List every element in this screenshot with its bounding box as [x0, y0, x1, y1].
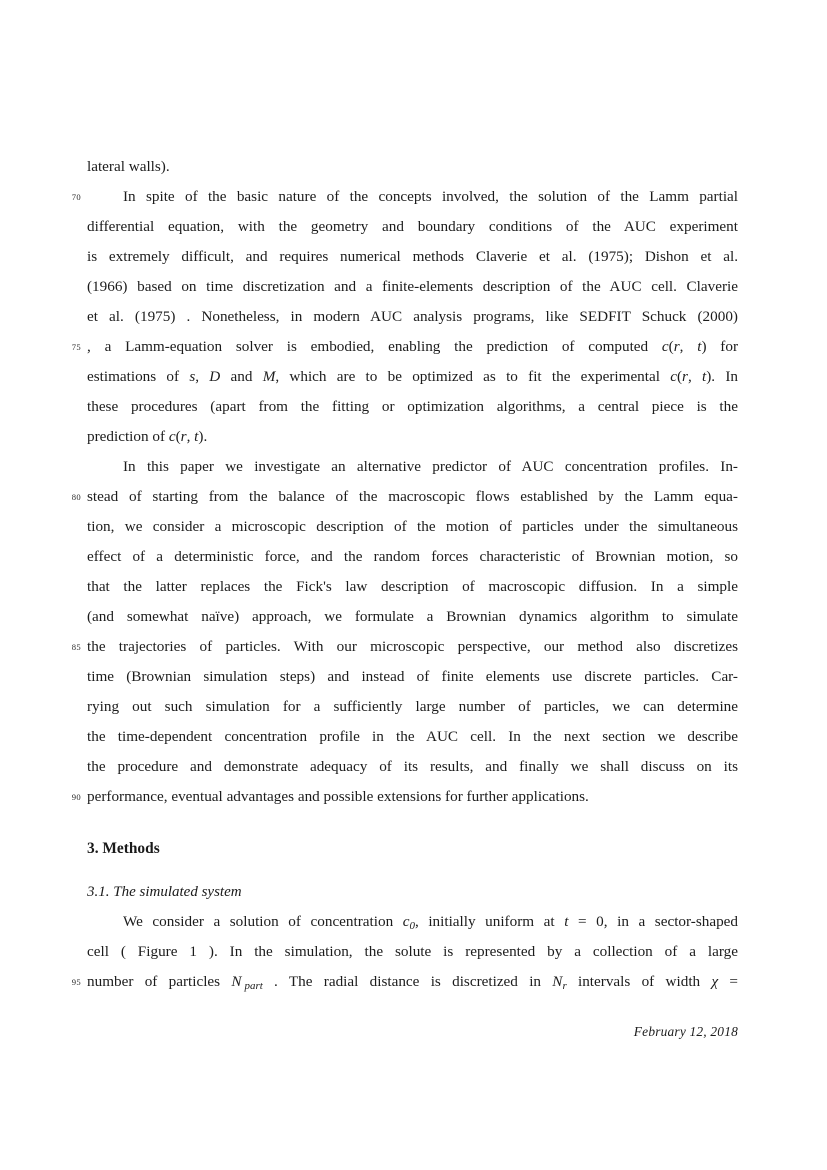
line-text: We consider a solution of concentration $c_0$, initially uniform at t = 0, in a sector-shaped: [123, 913, 738, 933]
line-text: differential equation, with the geometry and boundary conditions of the AUC experiment: [87, 218, 738, 235]
line-text: is extremely difficult, and requires numerical methods Claverie et al. (1975); Dishon et al.: [87, 248, 738, 265]
text-line: [87, 692, 738, 722]
text-line: [87, 752, 738, 782]
subsection-heading-block: [87, 877, 738, 907]
line-text: In this paper we investigate an alternative predictor of AUC concentration profiles. In-: [123, 458, 738, 475]
paragraph-simulated-system: [71, 907, 738, 997]
text-line-math: [87, 422, 738, 452]
text-line: [87, 572, 738, 602]
line-text: number of particles N $_{part}$ . The radial distance is discretized in $N_r$ intervals of width χ =: [87, 973, 738, 993]
text-line: [87, 937, 738, 967]
line-text: estimations of s, D and M, which are to be optimized as to fit the experimental c(r, t). In: [87, 368, 738, 385]
text-line: [87, 602, 738, 632]
text-line: [87, 242, 738, 272]
body-text-column: [71, 152, 739, 997]
text-line: [87, 152, 738, 182]
line-text: et al. (1975) . Nonetheless, in modern AUC analysis programs, like SEDFIT Schuck (2000): [87, 308, 738, 325]
line-text: cell ( Figure 1 ). In the simulation, the solute is represented by a collection of a large: [87, 943, 738, 960]
text-line-math: [87, 907, 738, 937]
text-line: [87, 722, 738, 752]
footer-date: February 12, 2018: [633, 1024, 738, 1039]
text-line: [71, 782, 738, 812]
text-line: [71, 632, 738, 662]
line-text: stead of starting from the balance of the macroscopic flows established by the Lamm equa-: [87, 488, 738, 505]
text-line: [87, 452, 738, 482]
line-number-85: 85: [71, 642, 81, 652]
line-number-70: 70: [71, 192, 81, 202]
subsection-heading-simulated-system: 3.1. The simulated system: [87, 884, 242, 900]
line-number-75: 75: [71, 342, 81, 352]
paragraph-lamm-equation: [71, 182, 739, 452]
text-line: [71, 482, 738, 512]
text-line-math: [87, 362, 738, 392]
text-line: [87, 542, 738, 572]
line-text: rying out such simulation for a sufficiently large number of particles, we can determine: [87, 698, 738, 715]
section-heading-block: [87, 834, 738, 864]
line-text: effect of a deterministic force, and the random forces characteristic of Brownian motion, so: [87, 548, 738, 565]
line-text: these procedures (apart from the fitting or optimization algorithms, a central piece is the: [87, 398, 738, 415]
text-line: [87, 392, 738, 422]
line-text: (and somewhat naïve) approach, we formulate a Brownian dynamics algorithm to simulate: [87, 608, 738, 625]
paragraph-alternative-predictor: [71, 452, 738, 812]
line-number-90: 90: [71, 792, 81, 802]
line-text: performance, eventual advantages and possible extensions for further applications.: [87, 788, 589, 805]
line-text: the time-dependent concentration profile in the AUC cell. In the next section we describe: [87, 728, 738, 745]
line-text: , a Lamm-equation solver is embodied, enabling the prediction of computed c(r, t) for: [87, 338, 739, 355]
text-line: [87, 512, 738, 542]
line-text: lateral walls).: [87, 158, 170, 175]
text-line: [87, 272, 738, 302]
line-number-80: 80: [71, 492, 81, 502]
line-text: the procedure and demonstrate adequacy of its results, and finally we shall discuss on its: [87, 758, 738, 775]
line-text: time (Brownian simulation steps) and instead of finite elements use discrete particles. Car-: [87, 668, 738, 685]
section-heading-methods: 3. Methods: [87, 840, 160, 857]
line-text: the trajectories of particles. With our microscopic perspective, our method also discretizes: [87, 638, 738, 655]
text-line: [87, 662, 738, 692]
text-line-math: [71, 967, 738, 997]
text-line: [71, 182, 738, 212]
line-text: that the latter replaces the Fick's law description of macroscopic diffusion. In a simple: [87, 578, 738, 595]
text-line: [87, 212, 738, 242]
text-line-math: [71, 332, 739, 362]
line-number-95: 95: [71, 977, 81, 987]
line-text: tion, we consider a microscopic description of the motion of particles under the simultaneous: [87, 518, 738, 535]
line-text: prediction of c(r, t).: [87, 428, 208, 445]
line-text: In spite of the basic nature of the concepts involved, the solution of the Lamm partial: [123, 188, 738, 205]
line-text: (1966) based on time discretization and a finite-elements description of the AUC cell. Claverie: [87, 278, 738, 295]
text-line: [87, 302, 738, 332]
